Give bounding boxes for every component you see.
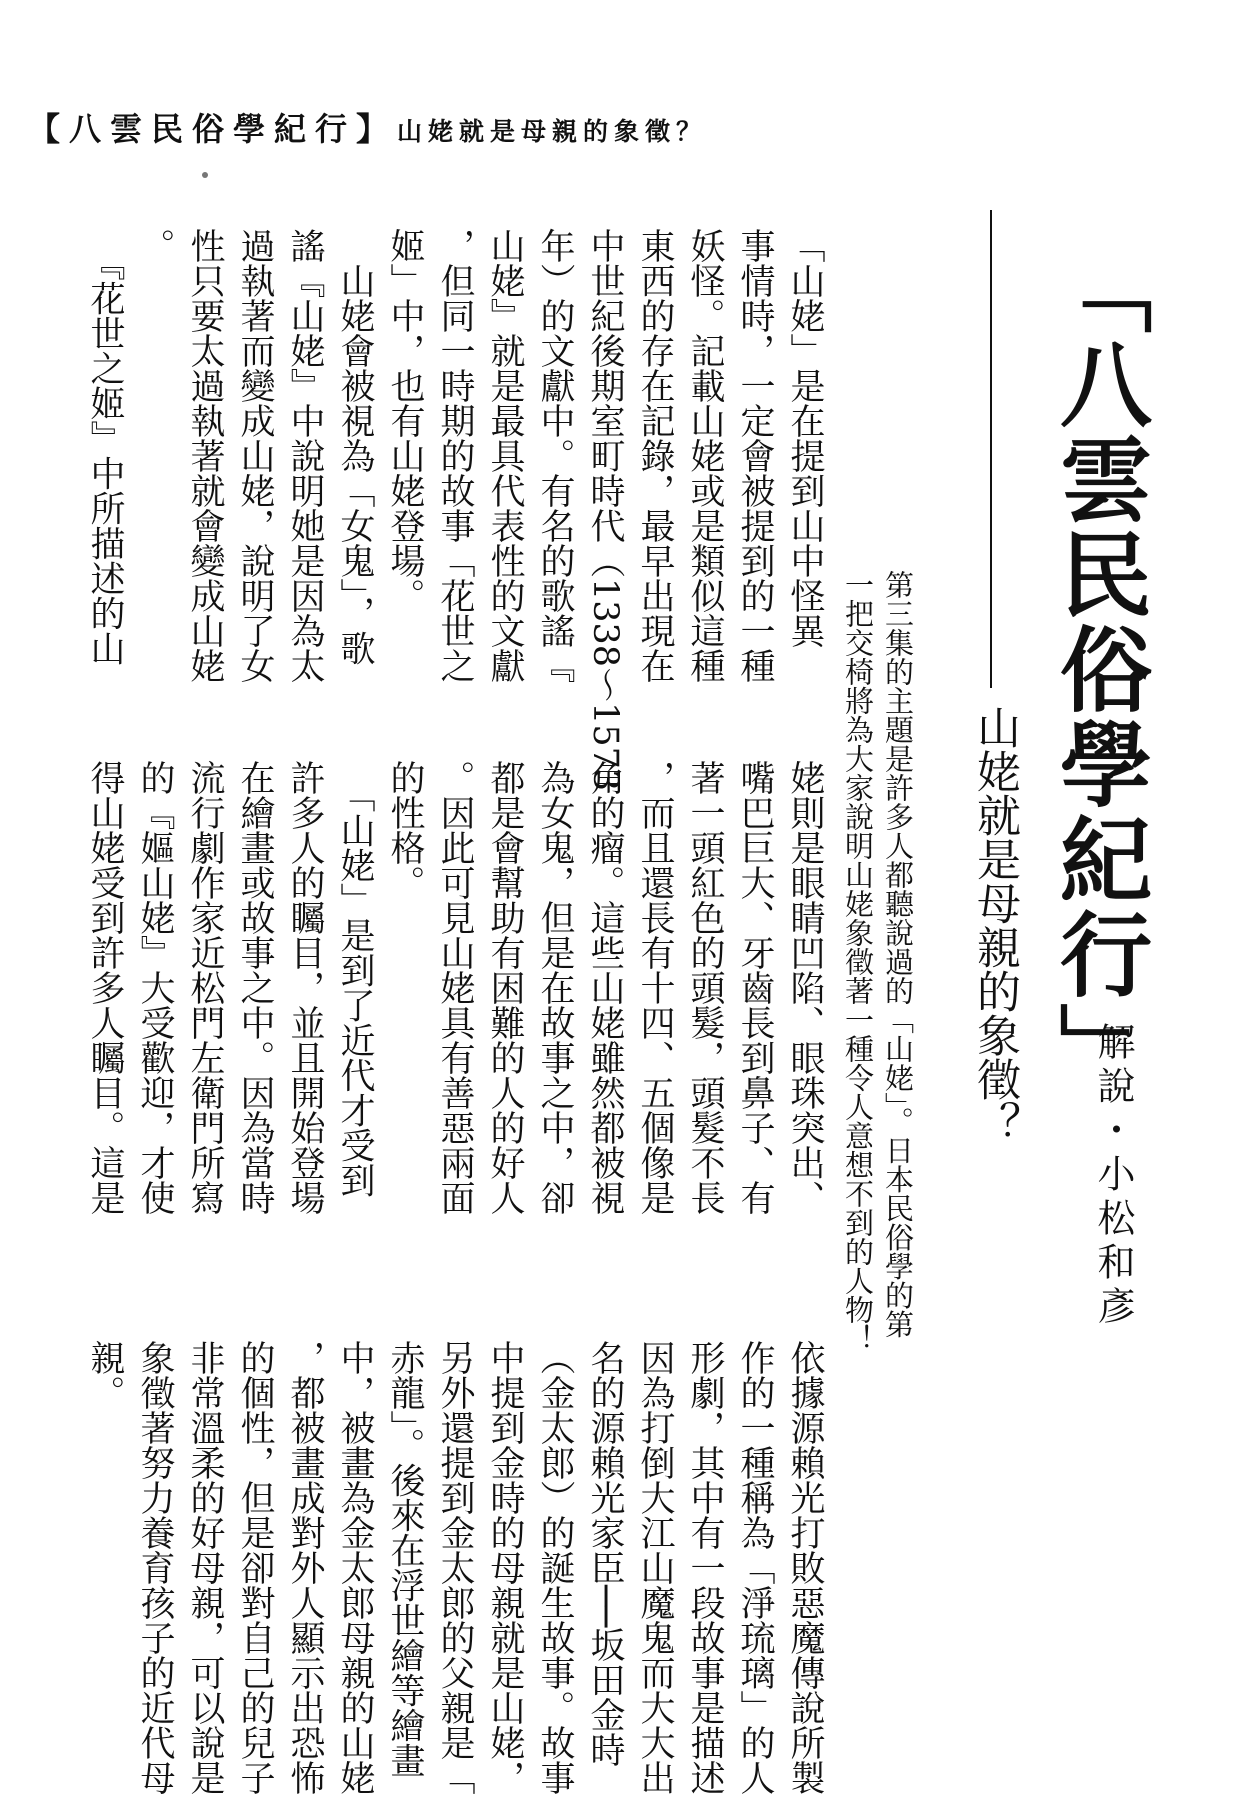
body-text-block-3: 依據源賴光打敗惡魔傳說所製 作的一種稱為「淨琉璃」的人 形劇，其中有一段故事是描述 因為打倒大江山魔鬼而大大出 名的源賴光家臣──坂田金時 （金太郎）的誕生故事。故事 中提到金時的母親就是山姥， 另外還提到金太郎的父親是「 赤龍」。後來在浮世繪等繪畫 中，被畫為金太郎母親的山姥 ，都被畫成對外人顯示出恐怖 的個性，但是卻對自己的兒子 非常溫柔的好母親，可以說是 象徵著努力養育孩子的近代母 親。: [85, 1340, 825, 1795]
body-text-block-2: 姥則是眼睛凹陷、眼珠突出、 嘴巴巨大、牙齒長到鼻子、有 著一頭紅色的頭髮，頭髮不長 ，而且還長有十四、五個像是 角的瘤。這些山姥雖然都被視 為女鬼，但是在故事之中，卻 都是會幫助有困難的人的好人 。因此可見山姥具有善惡兩面 的性格。 「山姥」是到了近代才受到 許多人的矚目，並且開始登場 在繪畫或故事之中。因為當時 流行劇作家近松門左衛門所寫 的『嫗山姥』大受歡迎，才使 得山姥受到許多人矚目。這是: [85, 760, 825, 1215]
header-series-title: 【八雲民俗學紀行】: [28, 110, 398, 148]
article-author: 解說・小松和彥: [1091, 1022, 1135, 1330]
lead-paragraph: [838, 570, 918, 1353]
body-text-block-1: 「山姥」是在提到山中怪異 事情時，一定會被提到的一種 妖怪。記載山姥或是類似這種 東西的存在記錄，最早出現在 中世紀後期室町時代（1338～1573 年）的文獻中。有名的歌謠『 山姥』就是最具代表性的文獻 ，但同一時期的故事「花世之 姬」中，也有山姥登場。 山姥會被視為「女鬼」，歌 謠『山姥』中說明她是因為太 過執著而變成山姥，說明了女 性只要太過執著就會變成山姥 。 『花世之姬』中所描述的山: [85, 228, 825, 792]
title-divider-rule: [990, 210, 992, 688]
lead-line-1: 第三集的主題是許多人都聽說過的「山姥」。日本民俗學的第: [881, 570, 915, 1339]
lead-line-2: 一把交椅將為大家說明山姥象徵著一種令人意想不到的人物！: [841, 570, 875, 1353]
article-subtitle: 山姥就是母親的象徵？: [969, 705, 1020, 1145]
article-title: 「八雲民俗學紀行」: [1045, 242, 1152, 1097]
running-header: [28, 104, 707, 150]
header-subtitle: 山姥就是母親的象徵？: [397, 117, 708, 146]
scan-speck: [202, 172, 208, 178]
